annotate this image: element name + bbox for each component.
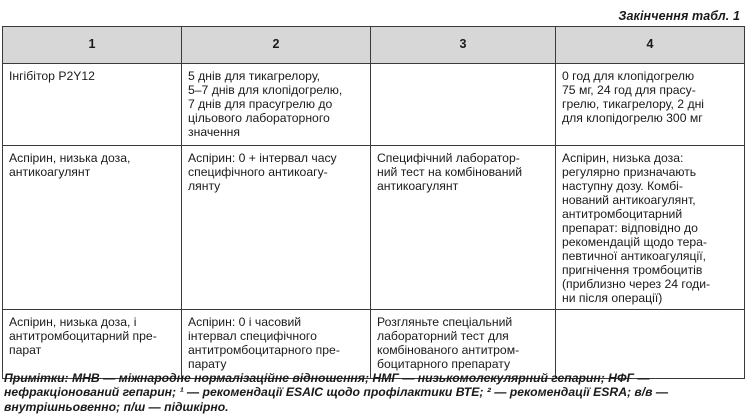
table-cell: Аспірин, низька доза, і антитромбоцитарний пре- парат (3, 310, 182, 379)
table-cell: 0 год для клопідогрелю 75 мг, 24 год для прасу- грелю, тикагрелору, 2 дні для клопідогрелю 300 мг (556, 64, 745, 146)
table-cell: Розгляньте спеціальний лабораторний тест для комбінованого антитром- боцитарного препарату (371, 310, 556, 379)
table-caption: Закінчення табл. 1 (618, 9, 740, 23)
table-cell: Аспірин: 0 і часовий інтервал специфічного антитромбоцитарного пре- парату (182, 310, 371, 379)
column-header: 2 (182, 27, 371, 64)
table-cell (371, 64, 556, 146)
table-cell: Специфічний лаборатор- ний тест на комбінований антикоагулянт (371, 146, 556, 310)
header-row (3, 27, 745, 64)
table-cell: Інгібітор P2Y12 (3, 64, 182, 146)
table-cell: 5 днів для тикагрелору, 5–7 днів для клопідогрелю, 7 днів для прасугрелю до цільового лабораторного значення (182, 64, 371, 146)
table-cell: Аспірин, низька доза, антикоагулянт (3, 146, 182, 310)
table-row (3, 310, 745, 379)
column-header: 4 (556, 27, 745, 64)
column-header: 1 (3, 27, 182, 64)
table-notes: Примітки: МНВ — міжнародне нормалізаційне відношення; НМГ — низькомолекулярний гепарин; НФГ — нефракціонований гепарин; ¹ — рекомендації ESAIC щодо профілактики ВТЕ; ² — рекомендації ESRA; в/в — внутрішньовенно; п/ш — підшкірно. (4, 371, 669, 414)
table-row (3, 146, 745, 310)
data-table (2, 26, 745, 379)
table-row (3, 64, 745, 146)
table-cell: Аспірин, низька доза: регулярно призначають наступну дозу. Комбі- нований антикоагулянт, антитромбоцитарний препарат: відповідно до рекомендацій щодо тера- певтичної антикоагуляції, пригнічення тромбоцитів (приблизно через 24 годи- ни після операції) (556, 146, 745, 310)
table-cell (556, 310, 745, 379)
column-header: 3 (371, 27, 556, 64)
table-cell: Аспірин: 0 + інтервал часу специфічного антикоагу- лянту (182, 146, 371, 310)
